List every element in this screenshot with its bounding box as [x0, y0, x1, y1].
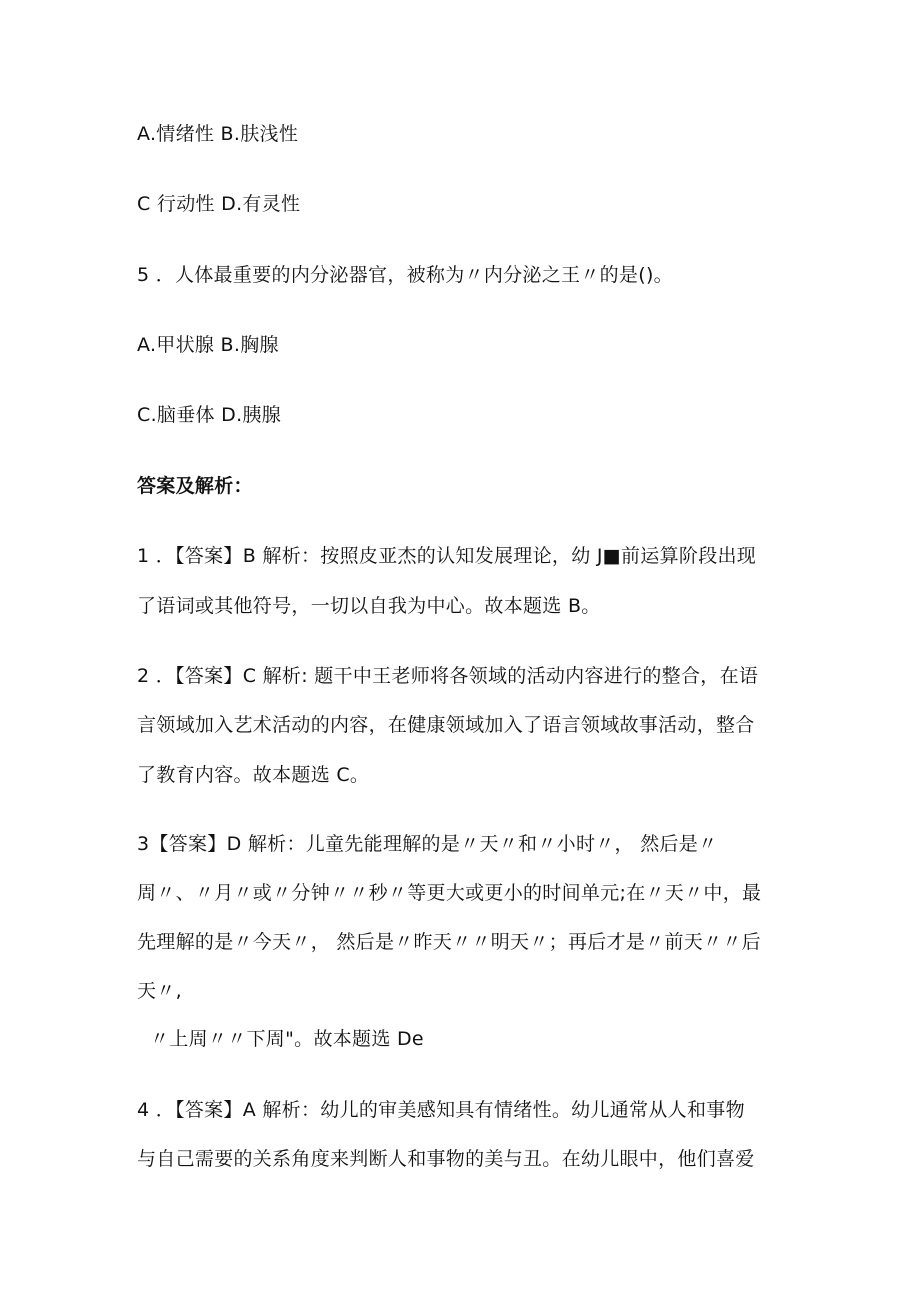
answer-3-line-1: 3【答案】D 解析：儿童先能理解的是〃天〃和〃小时〃， 然后是〃 — [137, 833, 718, 855]
answer-2-line-3: 了教育内容。故本题选 C。 — [137, 764, 370, 786]
answer-3-line-2: 周〃、〃月〃或〃分钟〃〃秒〃等更大或更小的时间单元;在〃天〃中，最 — [137, 882, 762, 904]
answer-3-line-5: 〃上周〃〃下周"。故本题选 De — [150, 1028, 424, 1050]
answer-1-line-2: 了语词或其他符号，一切以自我为中心。故本题选 B。 — [137, 595, 601, 617]
q5-options-line-2: C.脑垂体 D.胰腺 — [137, 404, 282, 426]
q5-stem: 5 ．人体最重要的内分泌器官，被称为〃内分泌之王〃的是()。 — [137, 264, 673, 286]
q4-options-line-2: C 行动性 D.有灵性 — [137, 193, 301, 215]
q5-options-line-1: A.甲状腺 B.胸腺 — [137, 334, 279, 356]
answers-heading: 答案及解析： — [137, 475, 253, 497]
answer-3-line-4: 天〃, — [137, 980, 182, 1002]
answer-3-line-3: 先理解的是〃今天〃， 然后是〃昨天〃〃明天〃；再后才是〃前天〃〃后 — [137, 931, 761, 953]
answer-2-line-1: 2 ．【答案】C 解析: 题干中王老师将各领域的活动内容进行的整合，在语 — [137, 665, 759, 687]
answer-4-line-1: 4 ．【答案】A 解析：幼儿的审美感知具有情绪性。幼儿通常从人和事物 — [137, 1099, 745, 1121]
answer-2-line-2: 言领域加入艺术活动的内容，在健康领域加入了语言领域故事活动，整合 — [137, 714, 755, 736]
answer-1-line-1: 1 ．【答案】B 解析：按照皮亚杰的认知发展理论，幼 J■前运算阶段出现 — [137, 545, 757, 567]
q4-options-line-1: A.情绪性 B.肤浅性 — [137, 123, 299, 145]
answer-4-line-2: 与自己需要的关系角度来判断人和事物的美与丑。在幼儿眼中，他们喜爱 — [137, 1148, 755, 1170]
